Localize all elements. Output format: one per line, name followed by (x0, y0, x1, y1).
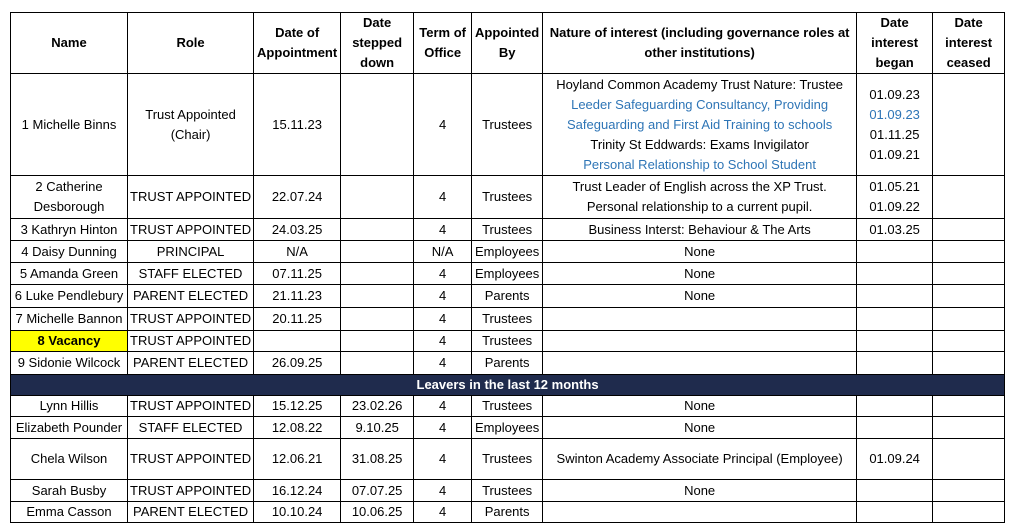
member-name: 1 Michelle Binns (11, 74, 128, 176)
header-term: Term of Office (414, 13, 472, 74)
member-name: 6 Luke Pendlebury (11, 285, 128, 308)
header-appointment-date: Date of Appointment (254, 13, 341, 74)
interest-line: 01.09.22 (869, 199, 920, 214)
leaver-role: TRUST APPOINTED (128, 396, 254, 417)
table-row (11, 263, 1005, 285)
table-row (11, 396, 1005, 417)
table-row (11, 352, 1005, 375)
interest-began (857, 331, 933, 352)
term-of-office: 4 (414, 331, 472, 352)
table-row (11, 241, 1005, 263)
member-name: 2 Catherine Desborough (11, 176, 128, 219)
term-of-office: 4 (414, 396, 472, 417)
nature-of-interest (543, 308, 857, 331)
nature-of-interest (543, 331, 857, 352)
table-row (11, 219, 1005, 241)
stepped-down-date: 9.10.25 (341, 417, 414, 439)
table-row (11, 176, 1005, 219)
member-role: PRINCIPAL (128, 241, 254, 263)
leaver-name: Emma Casson (11, 502, 128, 523)
interest-ceased (933, 74, 1005, 176)
term-of-office: 4 (414, 263, 472, 285)
appointed-by: Parents (472, 502, 543, 523)
interest-began (857, 241, 933, 263)
leaver-name: Elizabeth Pounder (11, 417, 128, 439)
stepped-down-date (341, 74, 414, 176)
stepped-down-date: 10.06.25 (341, 502, 414, 523)
appointed-by: Parents (472, 352, 543, 375)
table-row (11, 331, 1005, 352)
interest-began (857, 263, 933, 285)
term-of-office: 4 (414, 417, 472, 439)
nature-of-interest (543, 219, 857, 241)
table-row (11, 439, 1005, 480)
member-name: 8 Vacancy (11, 331, 128, 352)
appointed-by: Trustees (472, 219, 543, 241)
interest-ceased (933, 439, 1005, 480)
interest-ceased (933, 417, 1005, 439)
interest-ceased (933, 352, 1005, 375)
stepped-down-date (341, 331, 414, 352)
section-header-row (11, 375, 1005, 396)
interest-ceased (933, 308, 1005, 331)
table-row (11, 308, 1005, 331)
interest-began (857, 74, 933, 176)
appointed-by: Trustees (472, 331, 543, 352)
interest-line: Trinity St Eddwards: Exams Invigilator (590, 136, 809, 152)
nature-of-interest (543, 241, 857, 263)
member-role: TRUST APPOINTED (128, 308, 254, 331)
term-of-office: 4 (414, 352, 472, 375)
member-role: STAFF ELECTED (128, 263, 254, 285)
stepped-down-date: 07.07.25 (341, 480, 414, 502)
appointed-by: Trustees (472, 308, 543, 331)
nature-of-interest: None (543, 480, 857, 502)
governance-table (10, 12, 1005, 523)
interest-line: Trust Leader of English across the XP Trust. (572, 179, 827, 194)
nature-of-interest: Swinton Academy Associate Principal (Employee) (543, 439, 857, 480)
member-name: 3 Kathryn Hinton (11, 219, 128, 241)
interest-ceased (933, 502, 1005, 523)
leaver-role: TRUST APPOINTED (128, 439, 254, 480)
nature-of-interest (543, 176, 857, 219)
interest-line: 01.09.21 (869, 146, 920, 162)
member-role: TRUST APPOINTED (128, 176, 254, 219)
appointed-by: Trustees (472, 396, 543, 417)
interest-line: 01.09.23 (869, 86, 920, 102)
nature-of-interest (543, 285, 857, 308)
header-stepped-down: Date stepped down (341, 13, 414, 74)
interest-line: Leeder Safeguarding Consultancy, Providing (571, 96, 829, 112)
leaver-role: PARENT ELECTED (128, 502, 254, 523)
interest-line: None (684, 265, 716, 281)
interest-ceased (933, 480, 1005, 502)
member-name: 7 Michelle Bannon (11, 308, 128, 331)
interest-ceased (933, 331, 1005, 352)
appointed-by: Employees (472, 241, 543, 263)
term-of-office: 4 (414, 176, 472, 219)
term-of-office: 4 (414, 285, 472, 308)
interest-began (857, 308, 933, 331)
term-of-office: 4 (414, 308, 472, 331)
interest-ceased (933, 285, 1005, 308)
appointment-date (254, 331, 341, 352)
appointment-date: 26.09.25 (254, 352, 341, 375)
appointed-by: Parents (472, 285, 543, 308)
interest-ceased (933, 241, 1005, 263)
appointment-date: 20.11.25 (254, 308, 341, 331)
interest-line: Personal relationship to a current pupil. (586, 199, 813, 214)
interest-began (857, 480, 933, 502)
header-role: Role (128, 13, 254, 74)
term-of-office: 4 (414, 439, 472, 480)
header-name: Name (11, 13, 128, 74)
appointed-by: Trustees (472, 176, 543, 219)
interest-began (857, 176, 933, 219)
member-role: Trust Appointed (Chair) (128, 74, 254, 176)
table-row (11, 480, 1005, 502)
interest-line: Business Interst: Behaviour & The Arts (588, 221, 811, 237)
leaver-name: Lynn Hillis (11, 396, 128, 417)
stepped-down-date (341, 219, 414, 241)
interest-ceased (933, 396, 1005, 417)
table-row (11, 285, 1005, 308)
term-of-office: N/A (414, 241, 472, 263)
leaver-role: TRUST APPOINTED (128, 480, 254, 502)
stepped-down-date (341, 352, 414, 375)
appointed-by: Trustees (472, 439, 543, 480)
term-of-office: 4 (414, 502, 472, 523)
interest-line: Hoyland Common Academy Trust Nature: Trustee (556, 76, 844, 92)
interest-began (857, 502, 933, 523)
interest-began (857, 219, 933, 241)
table-row (11, 74, 1005, 176)
term-of-office: 4 (414, 480, 472, 502)
interest-began: 01.09.24 (857, 439, 933, 480)
interest-line: 01.11.25 (869, 126, 920, 142)
interest-line: 01.05.21 (869, 179, 920, 194)
stepped-down-date (341, 308, 414, 331)
term-of-office: 4 (414, 74, 472, 176)
stepped-down-date (341, 263, 414, 285)
leaver-role: STAFF ELECTED (128, 417, 254, 439)
header-nature-of-interest: Nature of interest (including governance roles at other institutions) (543, 13, 857, 74)
appointed-by: Trustees (472, 480, 543, 502)
appointed-by: Employees (472, 263, 543, 285)
appointed-by: Trustees (472, 74, 543, 176)
interest-line: 01.09.23 (869, 106, 920, 122)
member-role: PARENT ELECTED (128, 285, 254, 308)
nature-of-interest: None (543, 417, 857, 439)
member-name: 5 Amanda Green (11, 263, 128, 285)
interest-line: 01.03.25 (869, 221, 920, 237)
appointment-date: 12.08.22 (254, 417, 341, 439)
interest-line: Personal Relationship to School Student (583, 156, 816, 172)
appointment-date: 10.10.24 (254, 502, 341, 523)
header-interest-ceased: Date interest ceased (933, 13, 1005, 74)
nature-of-interest (543, 263, 857, 285)
appointment-date: 16.12.24 (254, 480, 341, 502)
interest-began (857, 417, 933, 439)
member-role: TRUST APPOINTED (128, 219, 254, 241)
member-role: TRUST APPOINTED (128, 331, 254, 352)
member-name: 4 Daisy Dunning (11, 241, 128, 263)
header-appointed-by: Appointed By (472, 13, 543, 74)
section-title: Leavers in the last 12 months (11, 375, 1005, 396)
nature-of-interest (543, 352, 857, 375)
stepped-down-date (341, 176, 414, 219)
member-name: 9 Sidonie Wilcock (11, 352, 128, 375)
appointment-date: 22.07.24 (254, 176, 341, 219)
interest-began (857, 352, 933, 375)
appointed-by: Employees (472, 417, 543, 439)
table-row (11, 502, 1005, 523)
interest-ceased (933, 219, 1005, 241)
interest-line: None (684, 288, 716, 303)
appointment-date: N/A (254, 241, 341, 263)
stepped-down-date (341, 285, 414, 308)
nature-of-interest (543, 502, 857, 523)
stepped-down-date (341, 241, 414, 263)
appointment-date: 15.11.23 (254, 74, 341, 176)
table-body (11, 74, 1005, 523)
table-row (11, 417, 1005, 439)
interest-ceased (933, 263, 1005, 285)
appointment-date: 21.11.23 (254, 285, 341, 308)
interest-began (857, 285, 933, 308)
interest-began (857, 396, 933, 417)
stepped-down-date: 31.08.25 (341, 439, 414, 480)
interest-ceased (933, 176, 1005, 219)
leaver-name: Sarah Busby (11, 480, 128, 502)
interest-line: Safeguarding and First Aid Training to schools (567, 116, 833, 132)
appointment-date: 15.12.25 (254, 396, 341, 417)
header-row (11, 13, 1005, 74)
nature-of-interest (543, 74, 857, 176)
nature-of-interest: None (543, 396, 857, 417)
stepped-down-date: 23.02.26 (341, 396, 414, 417)
member-role: PARENT ELECTED (128, 352, 254, 375)
appointment-date: 24.03.25 (254, 219, 341, 241)
appointment-date: 07.11.25 (254, 263, 341, 285)
term-of-office: 4 (414, 219, 472, 241)
leaver-name: Chela Wilson (11, 439, 128, 480)
interest-line: None (684, 243, 716, 259)
header-interest-began: Date interest began (857, 13, 933, 74)
appointment-date: 12.06.21 (254, 439, 341, 480)
